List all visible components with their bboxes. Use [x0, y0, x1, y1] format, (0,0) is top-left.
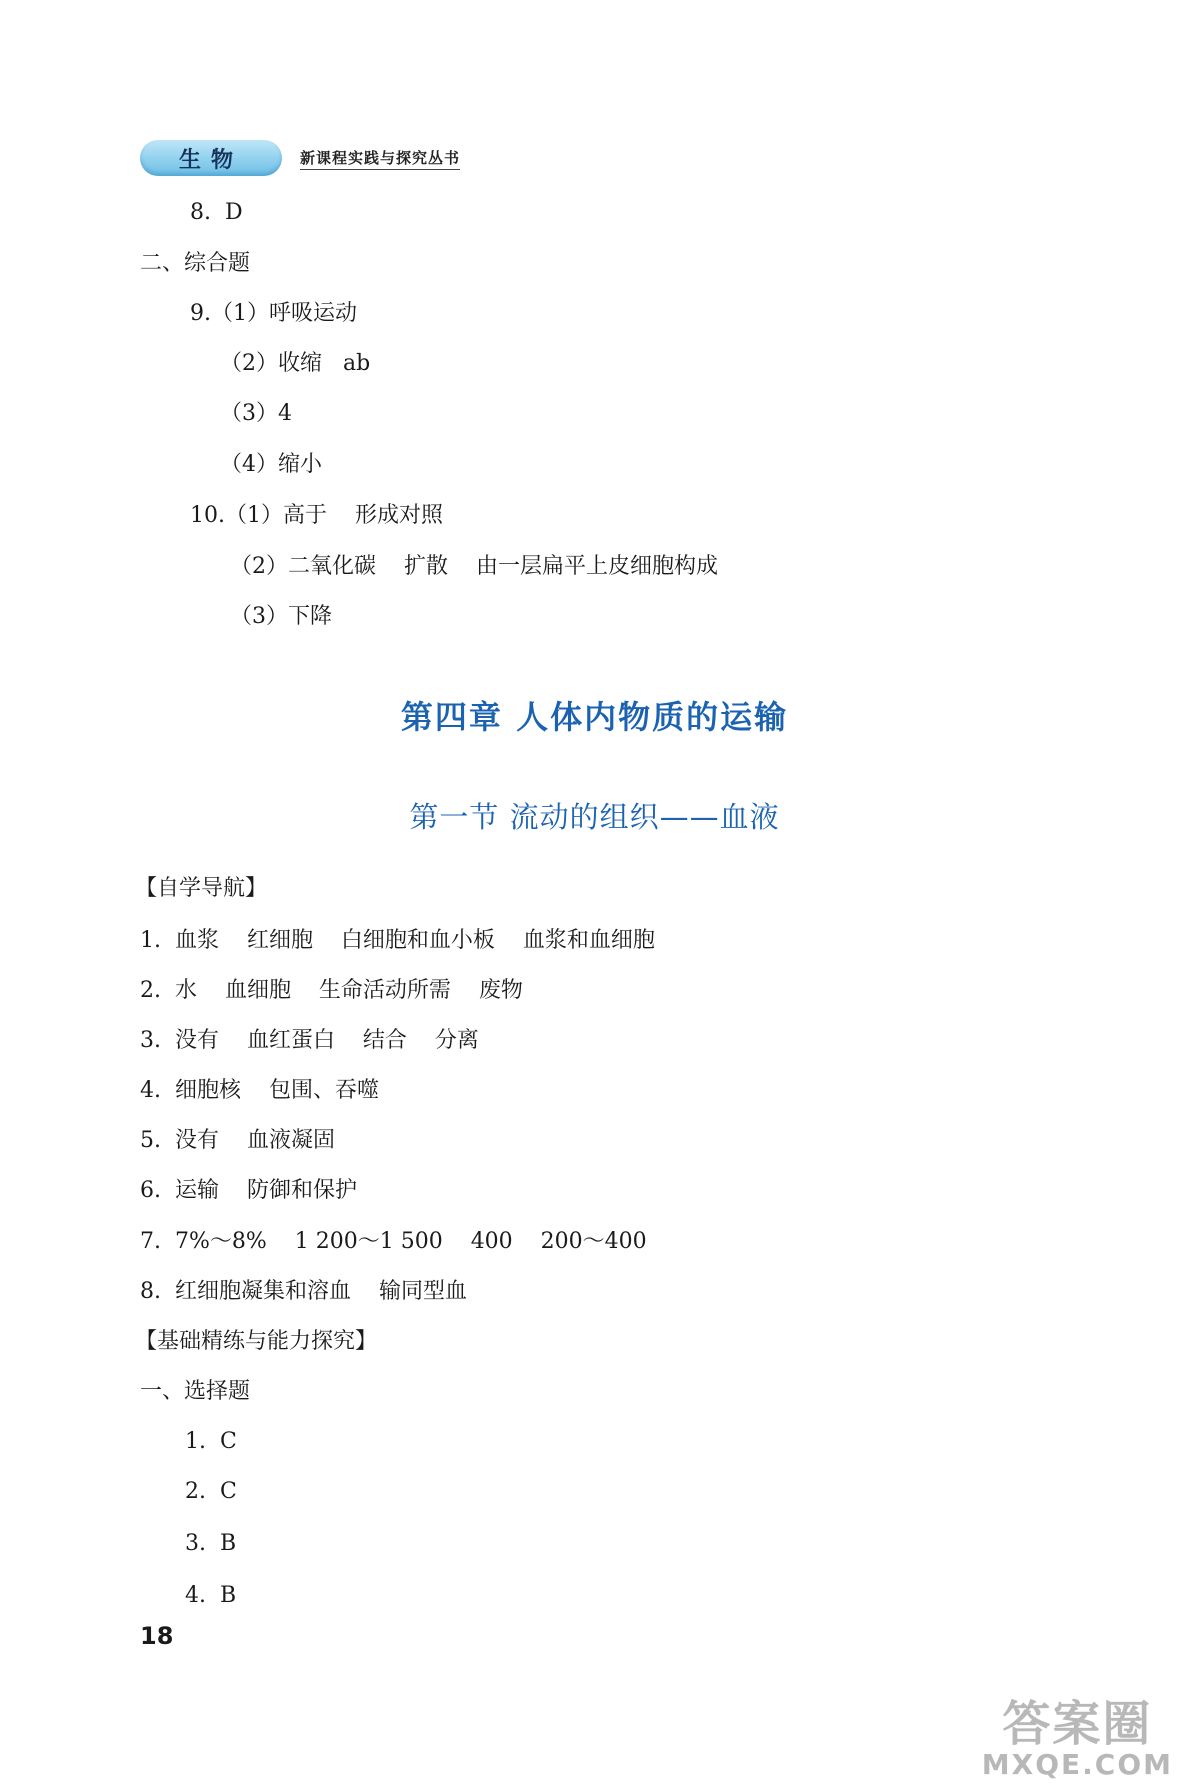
- watermark-logo: [982, 1698, 1173, 1780]
- subsection-heading: 【基础精练与能力探究】: [135, 1329, 378, 1354]
- answer-line: 3. B: [185, 1531, 237, 1556]
- answer-line: 10.（1）高于 形成对照: [190, 503, 443, 528]
- answer-line: 4. B: [185, 1583, 237, 1608]
- answer-line: 1. C: [185, 1429, 237, 1454]
- answer-line: 6. 运输 防御和保护: [140, 1178, 357, 1203]
- answer-line: 9.（1）呼吸运动: [190, 301, 357, 326]
- answer-line: 3. 没有 血红蛋白 结合 分离: [140, 1028, 479, 1053]
- section-title: 第一节 流动的组织——血液: [409, 800, 780, 834]
- answer-line: 2. C: [185, 1479, 237, 1504]
- page-number: 18: [140, 1622, 174, 1650]
- section-heading: 二、综合题: [140, 251, 251, 276]
- answer-line: （3）下降: [230, 604, 332, 629]
- watermark-url: MXQE.COM: [981, 1748, 1173, 1781]
- series-name: 新课程实践与探究丛书: [300, 147, 460, 170]
- answer-line: 4. 细胞核 包围、吞噬: [140, 1078, 379, 1103]
- answer-line: 7. 7%～8% 1 200～1 500 400 200～400: [140, 1229, 647, 1254]
- section-heading: 一、选择题: [140, 1379, 251, 1404]
- answer-line: （4）缩小: [220, 452, 322, 477]
- answer-line: 2. 水 血细胞 生命活动所需 废物: [140, 978, 523, 1003]
- answer-line: （2）收缩 ab: [220, 351, 371, 376]
- subsection-heading: 【自学导航】: [135, 876, 268, 901]
- page-header: [140, 140, 460, 176]
- chapter-title: 第四章 人体内物质的运输: [400, 698, 789, 736]
- answer-line: 1. 血浆 红细胞 白细胞和血小板 血浆和血细胞: [140, 928, 655, 953]
- subject-badge: 生物: [140, 140, 282, 176]
- answer-line: 5. 没有 血液凝固: [140, 1128, 335, 1153]
- answer-line: （2）二氧化碳 扩散 由一层扁平上皮细胞构成: [230, 554, 718, 579]
- answer-line: （3）4: [220, 401, 292, 426]
- watermark-text: 答案圈: [1002, 1696, 1153, 1752]
- answer-line: 8. 红细胞凝集和溶血 输同型血: [140, 1279, 467, 1304]
- answer-line: 8. D: [190, 200, 243, 225]
